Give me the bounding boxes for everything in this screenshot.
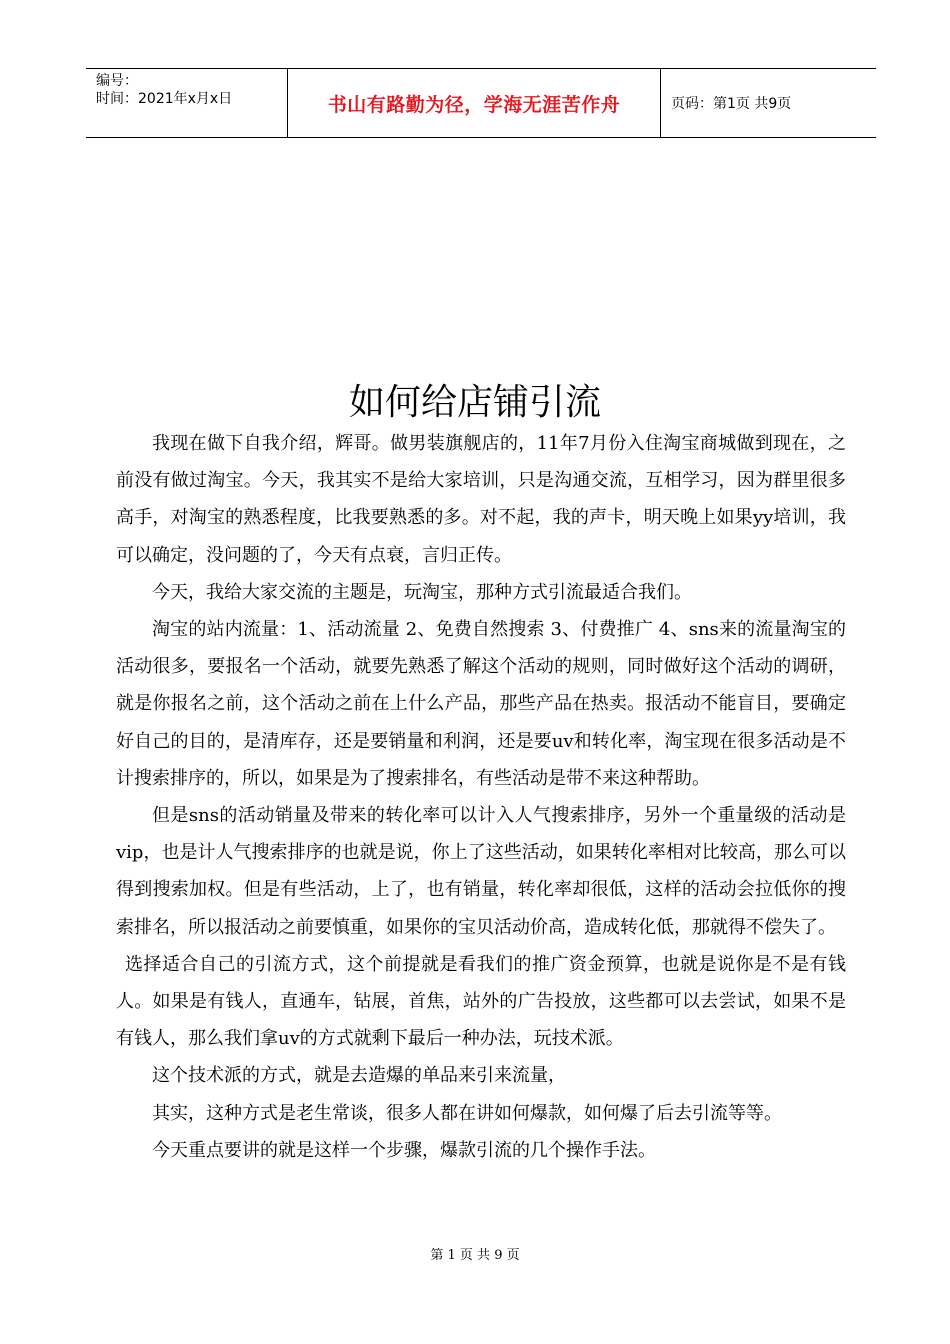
paragraph: 但是sns的活动销量及带来的转化率可以计入人气搜索排序，另外一个重量级的活动是vip，也是计人气搜索排序的也就是说，你上了这些活动，如果转化率相对比较高，那么可以得到搜索加权。但是有些活动，上了，也有销量，转化率却很低，这样的活动会拉低你的搜索排名，所以报活动之前要慎重，如果你的宝贝活动价高，造成转化低，那就得不偿失了。 xyxy=(116,805,846,938)
date-line: 时间：2021年x月x日 xyxy=(96,91,233,107)
paragraph: 这个技术派的方式，就是去造爆的单品来引来流量， xyxy=(152,1065,566,1087)
document-title: 如何给店铺引流 xyxy=(348,382,601,424)
header-page-cell xyxy=(661,69,876,137)
paragraph: 淘宝的站内流量：1、活动流量 2、免费自然搜索 3、付费推广 4、sns来的流量淘宝的活动很多，要报名一个活动，就要先熟悉了解这个活动的规则，同时做好这个活动的调研，就是你报名之前，这个活动之前在上什么产品，那些产品在热卖。报活动不能盲目，要确定好自己的目的，是清库存，还是要销量和利润，还是要uv和转化率，淘宝现在很多活动是不计搜索排序的，所以，如果是为了搜索排名，有些活动是带不来这种帮助。 xyxy=(116,619,846,789)
paragraph: 我现在做下自我介绍，辉哥。做男装旗舰店的，11年7月份入住淘宝商城做到现在，之前没有做过淘宝。今天，我其实不是给大家培训，只是沟通交流，互相学习，因为群里很多高手，对淘宝的熟悉程度，比我要熟悉的多。对不起，我的声卡，明天晚上如果yy培训，我可以确定，没问题的了，今天有点衰，言归正传。 xyxy=(116,433,846,566)
paragraph: 今天重点要讲的就是这样一个步骤，爆款引流的几个操作手法。 xyxy=(152,1139,656,1161)
header-meta-cell xyxy=(86,69,288,137)
serial-number-label: 编号： xyxy=(96,73,138,89)
header-page-info: 页码：第1页 共9页 xyxy=(671,96,792,112)
header-table xyxy=(86,68,876,138)
header-motto-cell xyxy=(288,69,661,137)
motto-text: 书山有路勤为径，学海无涯苦作舟 xyxy=(327,93,621,116)
document-body xyxy=(116,425,846,1169)
paragraph: 其实，这种方式是老生常谈，很多人都在讲如何爆款，如何爆了后去引流等等。 xyxy=(152,1102,782,1124)
page-footer: 第 1 页 共 9 页 xyxy=(430,1248,520,1263)
paragraph: 今天，我给大家交流的主题是，玩淘宝，那种方式引流最适合我们。 xyxy=(152,581,692,603)
paragraph: 选择适合自己的引流方式，这个前提就是看我们的推广资金预算，也就是说你是不是有钱人。如果是有钱人，直通车，钻展，首焦，站外的广告投放，这些都可以去尝试，如果不是有钱人，那么我们拿uv的方式就剩下最后一种办法，玩技术派。 xyxy=(116,953,846,1050)
